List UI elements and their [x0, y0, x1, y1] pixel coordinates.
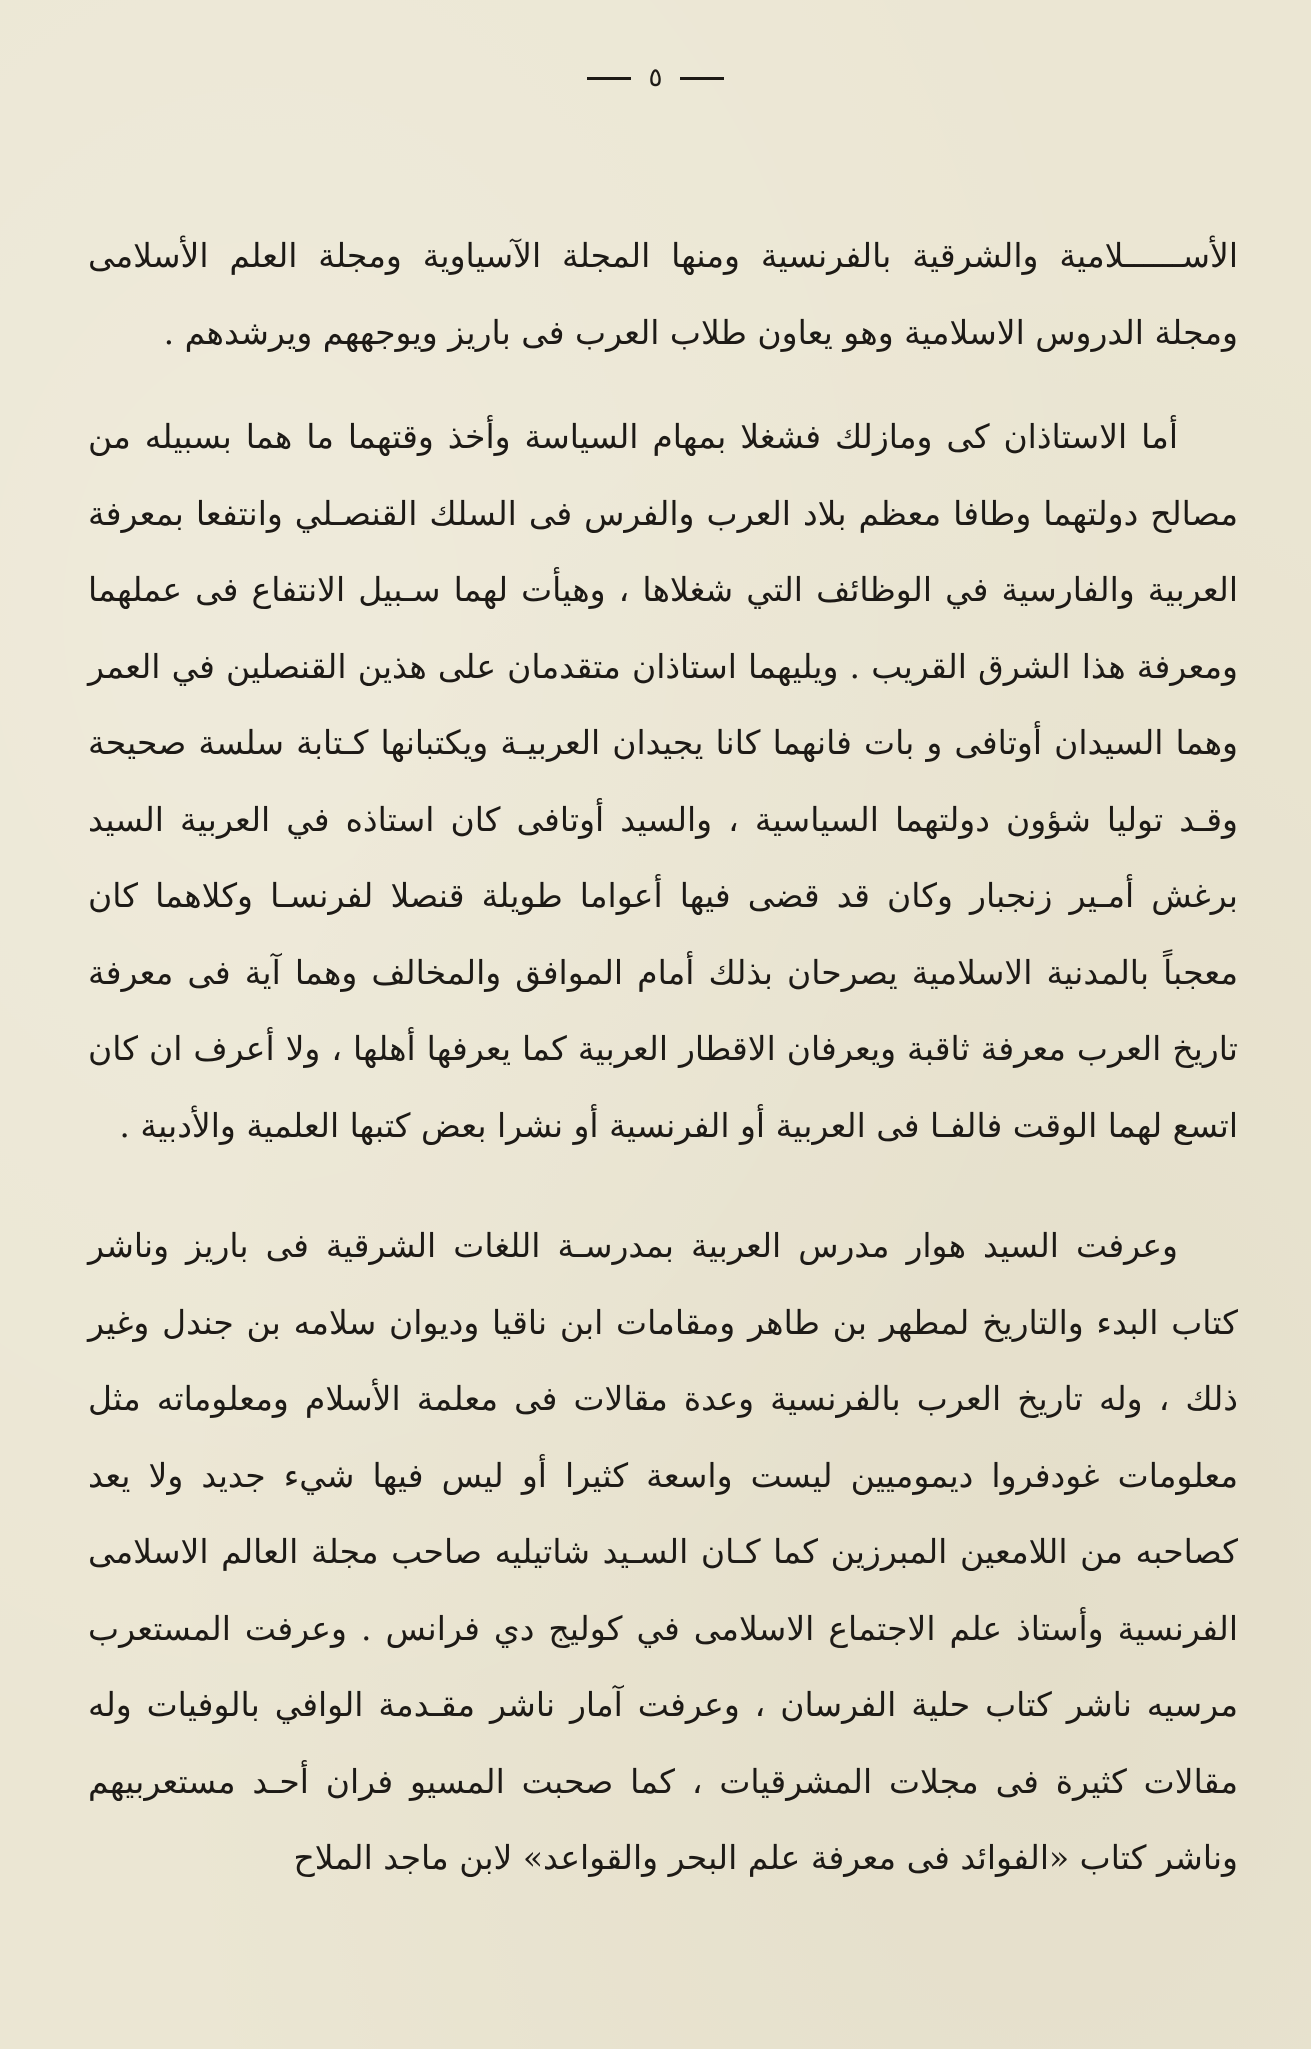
page-header — [0, 58, 1311, 98]
paragraph-3: وعرفت السيد هوار مدرس العربية بمدرسـة اللغات الشرقية فى باريز وناشر كتاب البدء والتاريخ لمطهر بن طاهر ومقامات ابن ناقيا وديوان سلامه بن جندل وغير ذلك ، وله تاريخ العرب بالفرنسية وعدة مقالات فى معلمة الأسلام ومعلوماته مثل معلومات غودفروا ديموميين ليست واسعة كثيرا أو ليس فيها شيء جديد ولا يعد كصاحبه من اللامعين المبرزين كما كـان السـيد شاتيليه صاحب مجلة العالم الاسلامى الفرنسية وأستاذ علم الاجتماع الاسلامى في كوليج دي فرانس . وعرفت المستعرب مرسيه ناشر كتاب حلية الفرسان ، وعرفت آمار ناشر مقـدمة الوافي بالوفيات وله مقالات كثيرة فى مجلات المشرقيات ، كما صحبت المسيو فران أحـد مستعربيهم وناشر كتاب «الفوائد فى معرفة علم البحر والقواعد» لابن ماجد الملاح — [88, 1226, 1238, 1877]
paragraph-2: أما الاستاذان كى ومازلك فشغلا بمهام السياسة وأخذ وقتهما ما هما بسبيله من مصالح دولتهما وطافا معظم بلاد العرب والفرس فى السلك القنصـلي وانتفعا بمعرفة العربية والفارسية في الوظائف التي شغلاها ، وهيأت لهما سـبيل الانتفاع فى عملهما ومعرفة هذا الشرق القريب . ويليهما استاذان متقدمان على هذين القنصلين في العمر وهما السيدان أوتافى و بات فانهما كانا يجيدان العربيـة ويكتبانها كـتابة سلسة صحيحة وقـد توليا شؤون دولتهما السياسية ، والسيد أوتافى كان استاذه في العربية السيد برغش أمـير زنجبار وكان قد قضى فيها أعواما طويلة قنصلا لفرنسـا وكلاهما كان معجباً بالمدنية الاسلامية يصرحان بذلك أمام الموافق والمخالف وهما آية فى معرفة تاريخ العرب معرفة ثاقبة ويعرفان الاقطار العربية كما يعرفها أهلها ، ولا أعرف ان كان اتسع لهما الوقت فالفـا فى العربية أو الفرنسية أو نشرا بعض كتبها العلمية والأدبية . — [88, 417, 1238, 1145]
header-dash-right — [680, 77, 724, 80]
body-text — [88, 218, 1238, 1897]
paragraph-1: الأســــــلامية والشرقية بالفرنسية ومنها المجلة الآسياوية ومجلة العلم الأسلامى ومجلة الدروس الاسلامية وهو يعاون طلاب العرب فى باريز ويوجههم ويرشدهم . — [88, 236, 1238, 352]
page-number: ٥ — [648, 63, 663, 93]
header-dash-left — [587, 77, 631, 80]
